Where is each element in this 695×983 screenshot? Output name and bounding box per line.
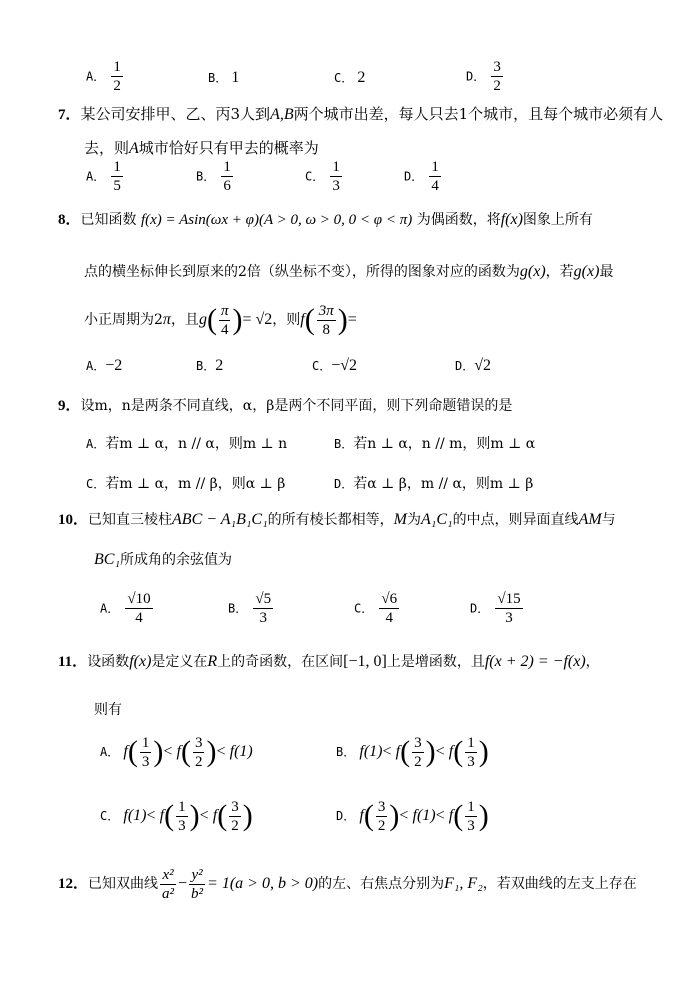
fraction: $\frac{√6}{4}$ xyxy=(381,591,398,626)
fraction: $\frac{3\pi}{8}$ xyxy=(318,302,334,338)
option-label: C． xyxy=(334,71,354,85)
fraction: $\frac{1}{4}$ xyxy=(431,159,439,194)
option-label: D． xyxy=(466,69,486,84)
q8-option-c: C．−√2 xyxy=(312,357,358,374)
fraction: $\frac{1}{2}$ xyxy=(113,59,121,94)
q8-stem-line2: 点的横坐标伸长到原来的2倍（纵坐标不变），所得的图象对应的函数为g(x)，若g(x)最 xyxy=(84,263,614,280)
fraction: $\frac{1}{3}$ xyxy=(332,159,340,194)
q11-option-d: D． f( $\frac{3}{2}$ )< f(1)< f( $\frac{1}{3}$ ) xyxy=(336,798,489,834)
q7-option-c: C． $\frac{1}{3}$ xyxy=(305,159,340,194)
q7-option-a: A． $\frac{1}{5}$ xyxy=(86,159,121,194)
fraction: $\frac{3}{2}$ xyxy=(414,734,422,770)
fraction: $\frac{\text{x²}}{\text{a²}}$ xyxy=(162,866,175,902)
q7-stem-line1: 7．某公司安排甲、乙、丙3人到A,B两个城市出差，每人只去1个城市，且每个城市必须有人 xyxy=(58,105,664,123)
fraction: $\frac{1}{6}$ xyxy=(223,159,231,194)
q7-option-d: D． $\frac{1}{4}$ xyxy=(404,159,439,194)
fraction: $\frac{1}{3}$ xyxy=(467,734,475,770)
fraction: $\frac{3}{2}$ xyxy=(493,59,501,94)
q8-stem-line3: 小正周期为2π，且g( $\frac{\pi}{4}$ )= √2，则f( $\frac{3\pi}{8}$ )= xyxy=(84,302,357,338)
fraction: $\frac{3}{2}$ xyxy=(377,798,386,834)
function-definition: f(x) = Asin(ωx + φ)(A > 0, ω > 0, 0 < φ < π) xyxy=(140,212,413,228)
question-number: 7． xyxy=(58,107,81,123)
q8-option-b: B．2 xyxy=(196,357,224,374)
q6-option-b xyxy=(208,68,239,89)
fraction: $\frac{√15}{3}$ xyxy=(497,591,521,626)
fraction: $\frac{\text{y²}}{\text{b²}}$ xyxy=(191,866,204,902)
q7-option-b: B． $\frac{1}{6}$ xyxy=(196,159,231,194)
q8-option-a: A．−2 xyxy=(86,357,123,374)
q6-option-d xyxy=(466,58,505,95)
q10-stem-line1: 10．已知直三棱柱ABC − A₁B₁C₁的所有棱长都相等，M为A₁C₁的中点，则异面直线AM与 xyxy=(58,511,616,528)
fraction: $\frac{3}{2}$ xyxy=(231,798,239,834)
fraction: $\frac{1}{3}$ xyxy=(178,798,186,834)
q10-option-c: C． $\frac{√6}{4}$ xyxy=(354,591,398,626)
option-value: 1 xyxy=(231,69,240,86)
q7-stem-line2: 去，则A城市恰好只有甲去的概率为 xyxy=(84,139,319,157)
q11-option-b: B． f(1)< f( $\frac{3}{2}$ )< f( $\frac{1}{3}$ ) xyxy=(336,734,489,770)
q10-option-a: A． $\frac{√10}{4}$ xyxy=(100,591,151,626)
fraction: $\frac{1}{3}$ xyxy=(141,734,150,770)
q11-stem-line2: 则有 xyxy=(94,702,122,718)
q12-stem-line1: 12．已知双曲线 $\frac{\text{x²}}{\text{a²}}$ − $\frac{\text{y²}}{\text{b²}}$ = 1(a > 0, b > 0)的左、右焦点分别为F₁, F₂，若双曲线的左支上存在 xyxy=(58,866,637,902)
q6-option-a xyxy=(86,58,125,95)
fraction: $\frac{1}{3}$ xyxy=(467,798,475,834)
q9-option-d: D．若α ⊥ β，m // α，则m ⊥ β xyxy=(334,476,534,492)
q10-stem-line2: BC₁所成角的余弦值为 xyxy=(94,551,233,568)
q9-stem: 9．设m，n是两条不同直线，α，β是两个不同平面，则下列命题错误的是 xyxy=(58,398,513,414)
q8-option-d: D．√2 xyxy=(455,357,492,374)
fraction: $\frac{\pi}{4}$ xyxy=(220,302,229,338)
option-label: B． xyxy=(208,71,228,85)
q11-option-a: A． f( $\frac{1}{3}$ )< f( $\frac{3}{2}$ )< f(1) xyxy=(100,734,253,770)
q9-option-c: C．若m ⊥ α，m // β，则α ⊥ β xyxy=(86,476,286,492)
q10-option-b: B． $\frac{√5}{3}$ xyxy=(228,591,272,626)
q6-option-c xyxy=(334,68,365,89)
q9-option-a: A．若m ⊥ α，n // α，则m ⊥ n xyxy=(86,436,288,452)
option-label: A． xyxy=(86,69,106,84)
fraction: $\frac{1}{5}$ xyxy=(113,159,121,194)
q11-stem-line1: 11．设函数f(x)是定义在R上的奇函数，在区间[−1, 0]上是增函数，且f(x + 2) = −f(x)， xyxy=(58,653,600,670)
fraction: $\frac{3}{2}$ xyxy=(194,734,203,770)
fraction: $\frac{√10}{4}$ xyxy=(127,591,151,626)
q9-option-b: B．若n ⊥ α，n // m，则m ⊥ α xyxy=(334,436,536,452)
q11-option-c: C． f(1)< f( $\frac{1}{3}$ )< f( $\frac{3}{2}$ ) xyxy=(100,798,253,834)
q8-stem-line1: 8．已知函数 f(x) = Asin(ωx + φ)(A > 0, ω > 0, 0 < φ < π) 为偶函数，将f(x)图象上所有 xyxy=(58,211,593,228)
fraction: $\frac{√5}{3}$ xyxy=(255,591,272,626)
q10-option-d: D． $\frac{√15}{3}$ xyxy=(470,591,521,626)
option-value: 2 xyxy=(357,69,366,86)
